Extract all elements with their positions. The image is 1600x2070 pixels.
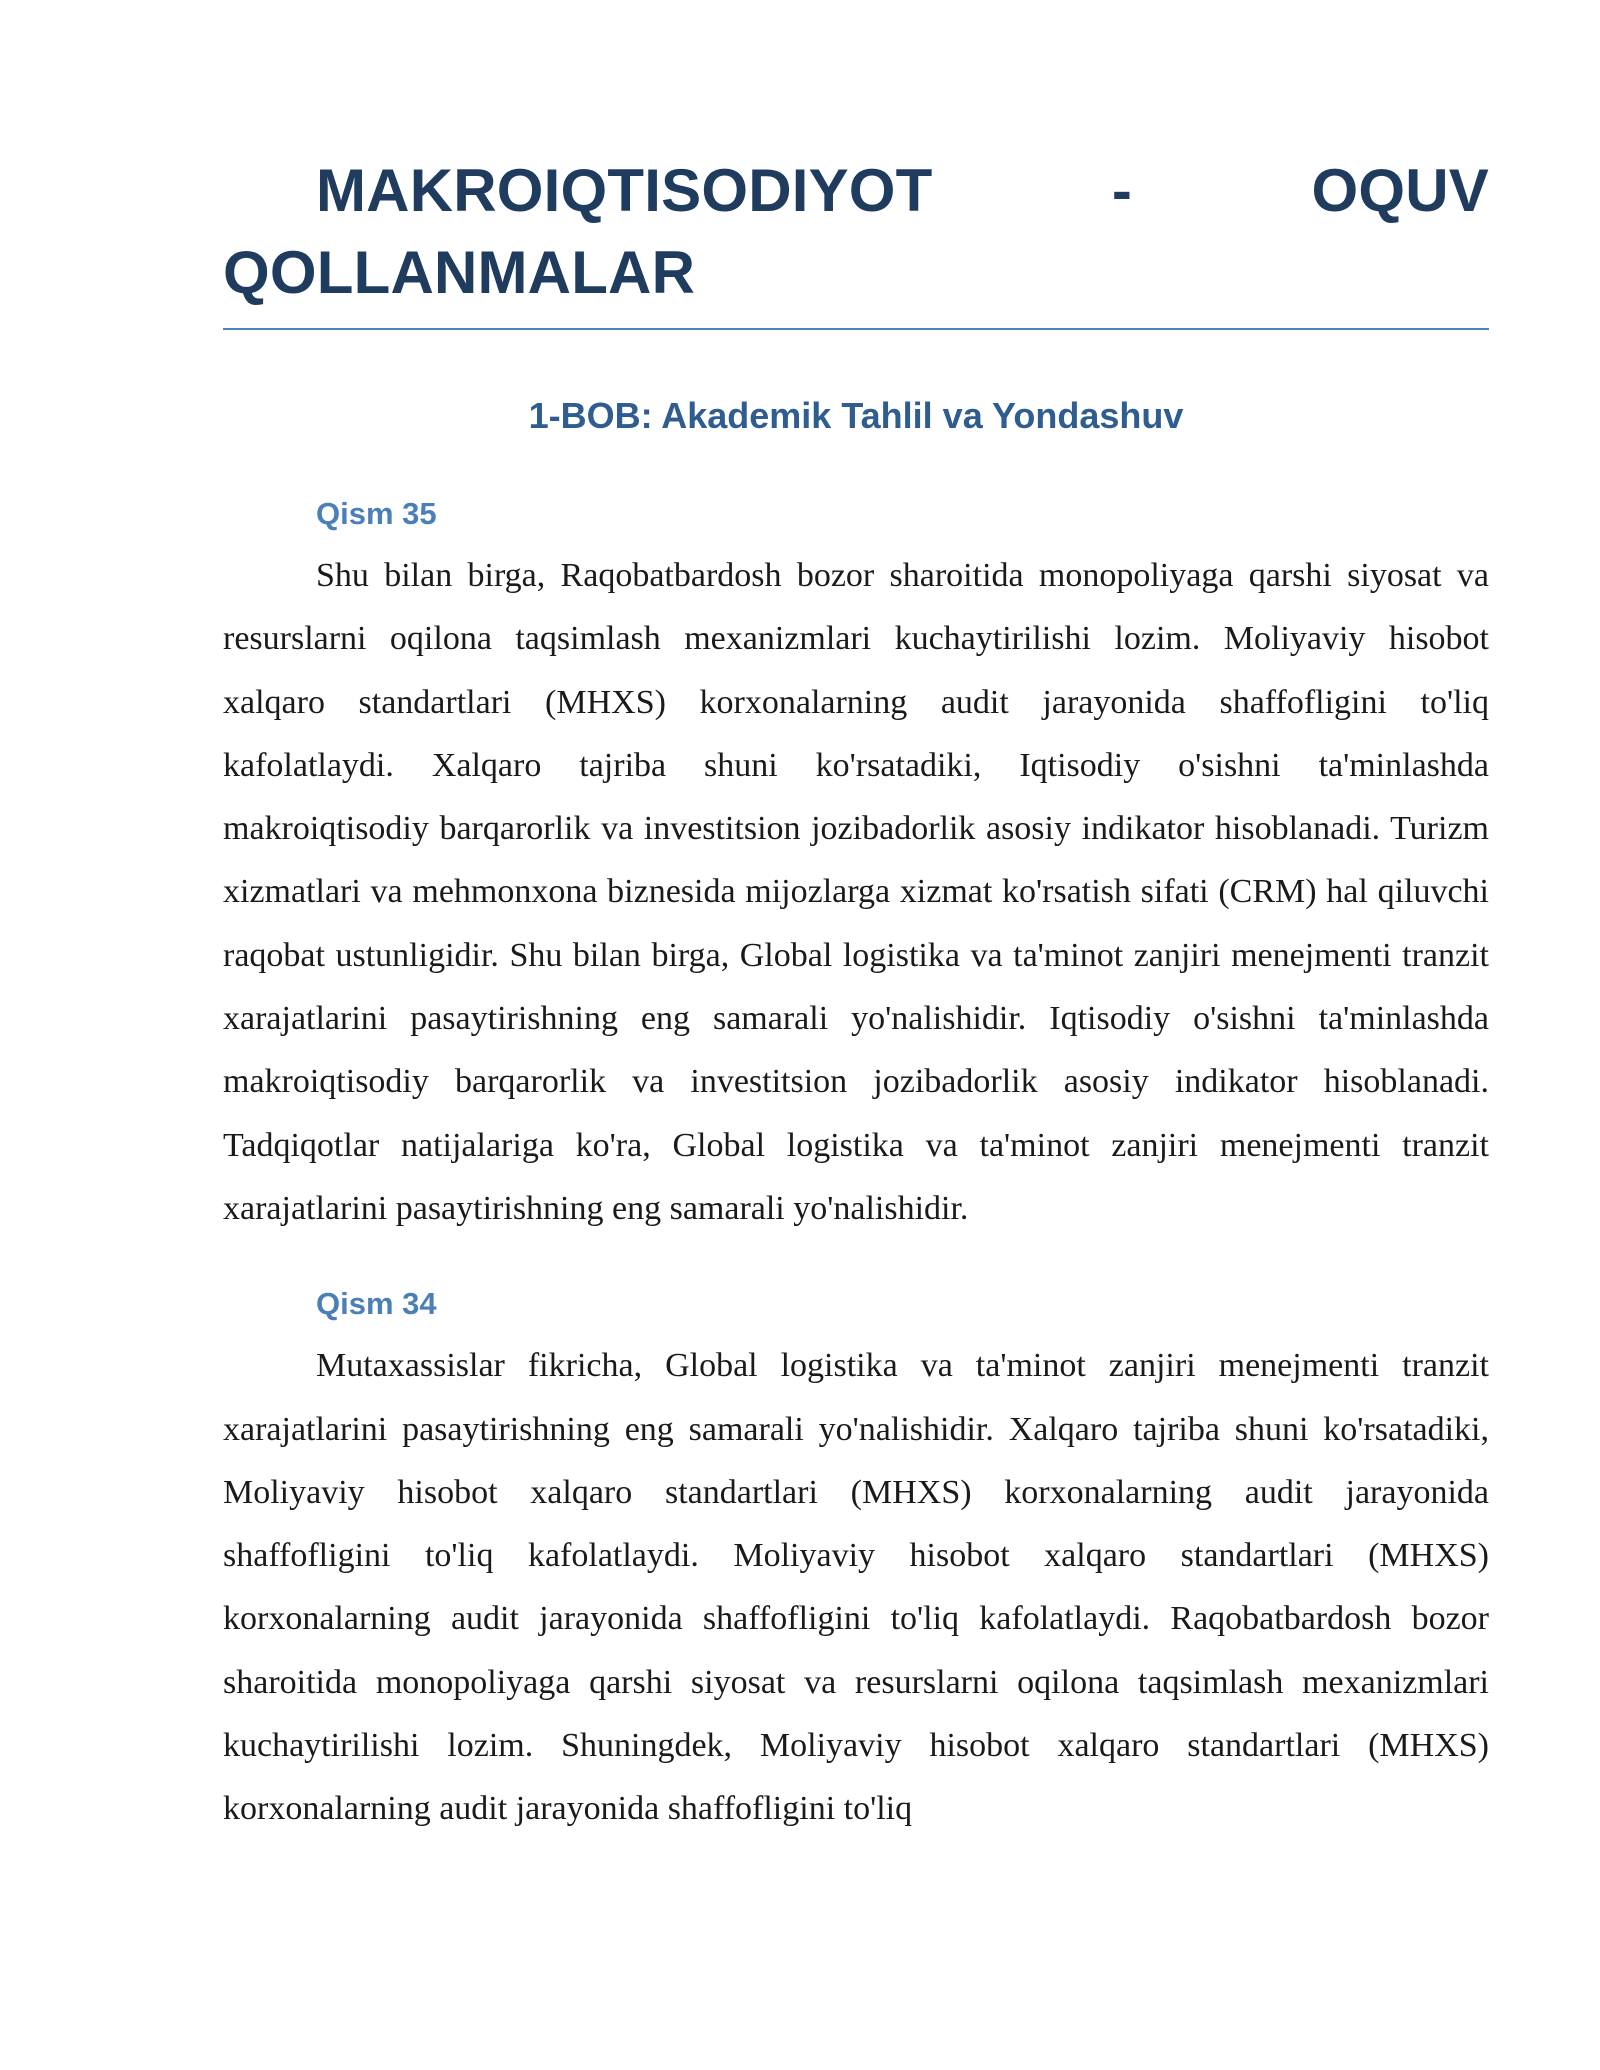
chapter-heading: 1-BOB: Akademik Tahlil va Yondashuv [528, 395, 1184, 436]
section-paragraph-qism-34: Mutaxassislar fikricha, Global logistika va ta'minot zanjiri menejmenti tranzit xarajatlarini pasaytirishning eng samarali yo'nalishidir. Xalqaro tajriba shuni ko'rsatadiki, Moliyaviy hisobot xalqaro standartlari (MHXS) korxonalarning audit jarayonida shaffofligini to'liq kafolatlaydi. Moliyaviy hisobot xalqaro standartlari (MHXS) korxonalarning audit jarayonida shaffofligini to'liq kafolatlaydi. Raqobatbardosh bozor sharoitida monopoliyaga qarshi siyosat va resurslarni oqilona taqsimlash mexanizmlari kuchaytirilishi lozim. Shuningdek, Moliyaviy hisobot xalqaro standartlari (MHXS) korxonalarning audit jarayonida shaffofligini to'liq [223, 1347, 1489, 1828]
section-heading-qism-34: Qism 34 [316, 1286, 437, 1322]
document-title: MAKROIQTISODIYOT - OQUV QOLLANMALAR [223, 150, 1489, 330]
section-paragraph-qism-35: Shu bilan birga, Raqobatbardosh bozor sharoitida monopoliyaga qarshi siyosat va resurslarni oqilona taqsimlash mexanizmlari kuchaytirilishi lozim. Moliyaviy hisobot xalqaro standartlari (MHXS) korxonalarning audit jarayonida shaffofligini to'liq kafolatlaydi. Xalqaro tajriba shuni ko'rsatadiki, Iqtisodiy o'sishni ta'minlashda makroiqtisodiy barqarorlik va investitsion jozibadorlik asosiy indikator hisoblanadi. Turizm xizmatlari va mehmonxona biznesida mijozlarga xizmat ko'rsatish sifati (CRM) hal qiluvchi raqobat ustunligidir. Shu bilan birga, Global logistika va ta'minot zanjiri menejmenti tranzit xarajatlarini pasaytirishning eng samarali yo'nalishidir. Iqtisodiy o'sishni ta'minlashda makroiqtisodiy barqarorlik va investitsion jozibadorlik asosiy indikator hisoblanadi. Tadqiqotlar natijalariga ko'ra, Global logistika va ta'minot zanjiri menejmenti tranzit xarajatlarini pasaytirishning eng samarali yo'nalishidir. [223, 557, 1489, 1227]
page-content [223, 150, 1489, 1841]
section-heading-qism-35: Qism 35 [316, 496, 437, 531]
